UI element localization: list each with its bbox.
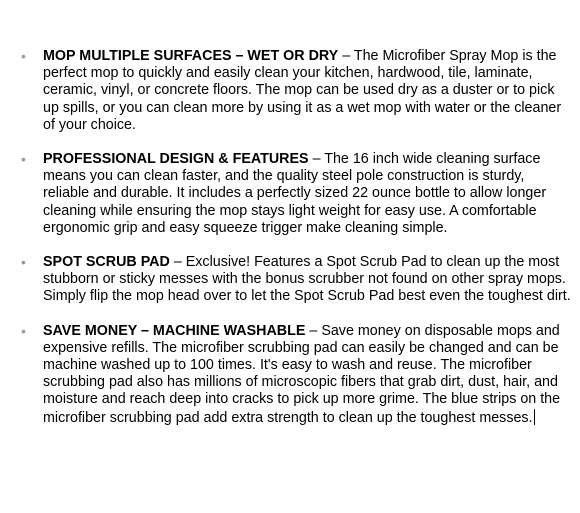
item-separator: – <box>305 322 322 339</box>
list-item <box>0 151 580 237</box>
bullet-icon: • <box>21 254 26 271</box>
item-body: Exclusive! Features a Spot Scrub Pad to clean up the most stubborn or sticky messes with the bonus scrubber not found on other spray mops. Simply flip the mop head over to let the Spot Scrub Pad best even the toughest dirt. <box>43 254 571 305</box>
item-heading: SAVE MONEY – MACHINE WASHABLE <box>43 322 306 339</box>
item-separator: – <box>338 48 354 64</box>
item-separator: – <box>308 151 325 168</box>
feature-bullet-list <box>0 48 580 444</box>
item-heading: PROFESSIONAL DESIGN & FEATURES <box>43 151 309 168</box>
item-heading: SPOT SCRUB PAD <box>43 254 170 271</box>
item-body: The Microfiber Spray Mop is the perfect mop to quickly and easily clean your kitchen, hardwood, tile, laminate, ceramic, vinyl, or concrete floors. The mop can be used dry as a duster or to pick up spills, or you can clean more by using it as a wet mop with water or the cleaner of your choice. <box>43 48 562 133</box>
list-item <box>0 254 580 306</box>
item-body: Save money on disposable mops and expensive refills. The microfiber scrubbing pad can easily be changed and can be machine washed up to 100 times. It's easy to wash and reuse. The microfiber scrubbing pad also has millions of microscopic fibers that grab dirt, dust, hair, and moisture and reach deep into cracks to pick up more grime. The blue strips on the microfiber scrubbing pad add extra strength to clean up the toughest messes. <box>43 322 561 426</box>
bullet-icon: • <box>21 48 26 64</box>
text-cursor[interactable] <box>534 409 535 425</box>
bullet-icon: • <box>21 322 26 339</box>
list-item <box>0 323 580 427</box>
bullet-icon: • <box>21 151 26 168</box>
item-body: The 16 inch wide cleaning surface means you can clean faster, and the quality steel pole construction is sturdy, reliable and durable. It includes a perfectly sized 22 ounce bottle to allow longer cleaning while ensuring the mop stays light weight for easy use. A comfortable ergonomic grip and easy squeeze trigger make cleaning simple. <box>43 151 547 236</box>
item-separator: – <box>169 254 186 271</box>
item-heading: MOP MULTIPLE SURFACES – WET OR DRY <box>43 48 339 64</box>
list-item <box>0 48 580 134</box>
